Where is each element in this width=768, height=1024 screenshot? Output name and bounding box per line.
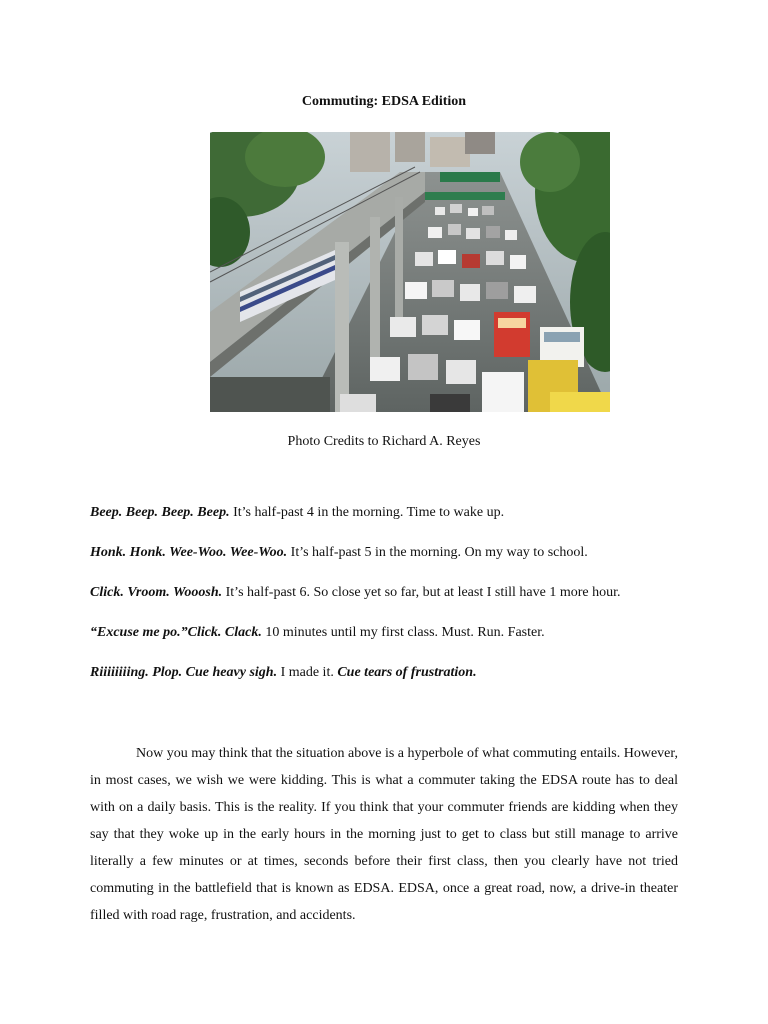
emphasis-text: Riiiiiiiing. Plop. Cue heavy sigh.	[90, 665, 278, 680]
emphasis-text-closing: Cue tears of frustration.	[337, 665, 477, 680]
list-item	[90, 504, 690, 544]
emphasis-text: Click. Vroom. Wooosh.	[90, 585, 223, 600]
onomatopoeia-lines	[90, 504, 690, 704]
photo-caption: Photo Credits to Richard A. Reyes	[287, 434, 481, 449]
emphasis-text: Honk. Honk. Wee-Woo. Wee-Woo.	[90, 545, 288, 560]
document-title: Commuting: EDSA Edition	[301, 94, 467, 109]
line-text: It’s half-past 5 in the morning. On my way to school.	[287, 545, 588, 560]
traffic-photo	[210, 132, 610, 412]
emphasis-text: Beep. Beep. Beep. Beep.	[90, 505, 230, 520]
emphasis-text: “Excuse me po.”Click. Clack.	[90, 625, 262, 640]
line-text: It’s half-past 4 in the morning. Time to wake up.	[229, 505, 505, 520]
list-item	[90, 584, 690, 624]
body-paragraph: Now you may think that the situation above is a hyperbole of what commuting entails. However, in most cases, we wish we were kidding. This is what a commuter taking the EDSA route has to deal with on a daily basis. This is the reality. If you think that your commuter friends are kidding when they say that they woke up in the early hours in the morning just to get to class but still manage to arrive literally a few minutes or at times, seconds before their first class, then you clearly have not tried commuting in the battlefield that is known as EDSA. EDSA, once a great road, now, a drive-in theater filled with road rage, frustration, and accidents.	[90, 746, 678, 923]
line-text: It’s half-past 6. So close yet so far, but at least I still have 1 more hour.	[222, 585, 621, 600]
list-item	[90, 624, 690, 664]
list-item	[90, 544, 690, 584]
line-text: I made it.	[277, 665, 338, 680]
list-item	[90, 664, 690, 704]
line-text: 10 minutes until my first class. Must. Run. Faster.	[261, 625, 545, 640]
